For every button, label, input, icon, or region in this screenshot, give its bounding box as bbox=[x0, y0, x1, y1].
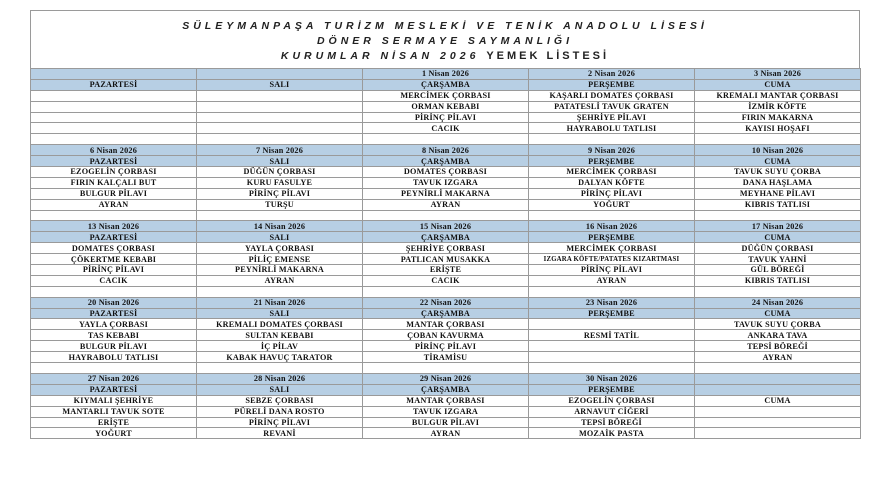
menu-row-cell: MANTARLI TAVUK SOTE bbox=[31, 406, 197, 417]
date-row-cell: 22 Nisan 2026 bbox=[363, 297, 529, 308]
menu-row bbox=[31, 112, 861, 123]
spacer-row bbox=[31, 363, 861, 374]
day-name-row-cell: CUMA bbox=[695, 156, 861, 167]
menu-row-cell: KIBRIS TATLISI bbox=[695, 275, 861, 286]
menu-row-cell: DOMATES ÇORBASI bbox=[363, 167, 529, 178]
menu-row-cell: ŞEHRİYE PİLAVI bbox=[529, 112, 695, 123]
spacer-row-cell bbox=[197, 134, 363, 145]
menu-row-cell bbox=[197, 112, 363, 123]
menu-row bbox=[31, 275, 861, 286]
menu-row-cell: PEYNİRLİ MAKARNA bbox=[197, 265, 363, 276]
day-name-row-cell: ÇARŞAMBA bbox=[363, 156, 529, 167]
menu-row-cell: TAVUK SUYU ÇORBA bbox=[695, 319, 861, 330]
menu-row-cell: ÇOBAN KAVURMA bbox=[363, 330, 529, 341]
spacer-row-cell bbox=[197, 363, 363, 374]
menu-row-cell: MERCİMEK ÇORBASI bbox=[529, 243, 695, 254]
menu-row-cell: TAVUK IZGARA bbox=[363, 177, 529, 188]
menu-row-cell: ŞEHRİYE ÇORBASI bbox=[363, 243, 529, 254]
menu-row-cell: PEYNİRLİ MAKARNA bbox=[363, 188, 529, 199]
date-row-cell: 2 Nisan 2026 bbox=[529, 69, 695, 80]
date-row-cell: 15 Nisan 2026 bbox=[363, 221, 529, 232]
day-name-row-cell: PAZARTESİ bbox=[31, 156, 197, 167]
menu-row-cell: MANTAR ÇORBASI bbox=[363, 395, 529, 406]
menu-row-cell: KAYISI HOŞAFI bbox=[695, 123, 861, 134]
document-header bbox=[30, 10, 860, 68]
menu-row-cell: PÜRELİ DANA ROSTO bbox=[197, 406, 363, 417]
day-name-row-cell: PERŞEMBE bbox=[529, 384, 695, 395]
menu-row bbox=[31, 101, 861, 112]
menu-row-cell: SEBZE ÇORBASI bbox=[197, 395, 363, 406]
menu-row-cell: ERİŞTE bbox=[363, 265, 529, 276]
menu-row-cell bbox=[529, 352, 695, 363]
day-name-row-cell: PAZARTESİ bbox=[31, 79, 197, 90]
menu-row-cell: YOĞURT bbox=[529, 199, 695, 210]
menu-row bbox=[31, 177, 861, 188]
menu-row-cell: KIYMALI ŞEHRİYE bbox=[31, 395, 197, 406]
menu-row-cell bbox=[197, 101, 363, 112]
menu-row-cell: TURŞU bbox=[197, 199, 363, 210]
date-row-cell bbox=[695, 373, 861, 384]
menu-row-cell: IZGARA KÖFTE/PATATES KIZARTMASI bbox=[529, 254, 695, 265]
spacer-row-cell bbox=[529, 286, 695, 297]
date-row bbox=[31, 145, 861, 156]
menu-row bbox=[31, 123, 861, 134]
spacer-row bbox=[31, 134, 861, 145]
day-name-row-cell: PERŞEMBE bbox=[529, 156, 695, 167]
menu-row-cell: PİRİNÇ PİLAVI bbox=[363, 112, 529, 123]
day-name-row-cell: CUMA bbox=[695, 308, 861, 319]
menu-row bbox=[31, 199, 861, 210]
menu-row-cell: CUMA bbox=[695, 395, 861, 406]
date-row-cell: 3 Nisan 2026 bbox=[695, 69, 861, 80]
menu-row-cell bbox=[31, 90, 197, 101]
date-row-cell: 23 Nisan 2026 bbox=[529, 297, 695, 308]
day-name-row-cell: SALI bbox=[197, 232, 363, 243]
menu-row-cell: MERCİMEK ÇORBASI bbox=[529, 167, 695, 178]
spacer-row-cell bbox=[529, 363, 695, 374]
menu-row-cell: DÜĞÜN ÇORBASI bbox=[197, 167, 363, 178]
menu-row-cell: AYRAN bbox=[529, 275, 695, 286]
menu-row-cell: BULGUR PİLAVI bbox=[363, 417, 529, 428]
menu-row-cell: HAYRABOLU TATLISI bbox=[529, 123, 695, 134]
menu-row bbox=[31, 254, 861, 265]
menu-row bbox=[31, 188, 861, 199]
menu-row-cell: PİRİNÇ PİLAVI bbox=[529, 188, 695, 199]
menu-row bbox=[31, 395, 861, 406]
menu-row-cell bbox=[31, 112, 197, 123]
day-name-row-cell: SALI bbox=[197, 384, 363, 395]
date-row-cell: 27 Nisan 2026 bbox=[31, 373, 197, 384]
menu-row-cell: CACIK bbox=[363, 123, 529, 134]
menu-row bbox=[31, 265, 861, 276]
menu-row-cell: EZOGELİN ÇORBASI bbox=[31, 167, 197, 178]
title-period: KURUMLAR NİSAN 2026 bbox=[280, 50, 480, 62]
menu-row-cell: TİRAMİSU bbox=[363, 352, 529, 363]
date-row-cell: 1 Nisan 2026 bbox=[363, 69, 529, 80]
date-row bbox=[31, 69, 861, 80]
menu-row-cell: KREMALI DOMATES ÇORBASI bbox=[197, 319, 363, 330]
spacer-row-cell bbox=[363, 210, 529, 221]
menu-row-cell: EZOGELİN ÇORBASI bbox=[529, 395, 695, 406]
menu-row-cell: ERİŞTE bbox=[31, 417, 197, 428]
menu-row bbox=[31, 243, 861, 254]
menu-row-cell: TEPSİ BÖREĞİ bbox=[695, 341, 861, 352]
spacer-row-cell bbox=[695, 210, 861, 221]
menu-row-cell bbox=[529, 341, 695, 352]
menu-row-cell: CACIK bbox=[363, 275, 529, 286]
menu-row-cell: YAYLA ÇORBASI bbox=[197, 243, 363, 254]
date-row-cell bbox=[31, 69, 197, 80]
menu-row-cell bbox=[197, 90, 363, 101]
spacer-row-cell bbox=[529, 134, 695, 145]
menu-row-cell bbox=[31, 101, 197, 112]
menu-table bbox=[30, 68, 861, 439]
menu-row-cell: MEYHANE PİLAVI bbox=[695, 188, 861, 199]
menu-row-cell bbox=[695, 417, 861, 428]
day-name-row-cell: CUMA bbox=[695, 232, 861, 243]
spacer-row-cell bbox=[31, 286, 197, 297]
menu-row-cell: FIRIN MAKARNA bbox=[695, 112, 861, 123]
spacer-row-cell bbox=[695, 134, 861, 145]
date-row-cell: 16 Nisan 2026 bbox=[529, 221, 695, 232]
day-name-row-cell: ÇARŞAMBA bbox=[363, 232, 529, 243]
menu-row-cell: KABAK HAVUÇ TARATOR bbox=[197, 352, 363, 363]
day-name-row bbox=[31, 384, 861, 395]
date-row-cell: 17 Nisan 2026 bbox=[695, 221, 861, 232]
menu-row-cell: PİRİNÇ PİLAVI bbox=[197, 188, 363, 199]
day-name-row bbox=[31, 232, 861, 243]
day-name-row-cell: PAZARTESİ bbox=[31, 384, 197, 395]
menu-row-cell: ORMAN KEBABI bbox=[363, 101, 529, 112]
menu-row-cell bbox=[31, 123, 197, 134]
menu-row-cell: KURU FASULYE bbox=[197, 177, 363, 188]
menu-row-cell: YOĞURT bbox=[31, 428, 197, 439]
date-row-cell: 10 Nisan 2026 bbox=[695, 145, 861, 156]
menu-row-cell: TAVUK SUYU ÇORBA bbox=[695, 167, 861, 178]
menu-row bbox=[31, 406, 861, 417]
date-row-cell: 8 Nisan 2026 bbox=[363, 145, 529, 156]
menu-row-cell: PİRİNÇ PİLAVI bbox=[31, 265, 197, 276]
day-name-row-cell: SALI bbox=[197, 156, 363, 167]
menu-row-cell bbox=[197, 123, 363, 134]
menu-row-cell: PİRİNÇ PİLAVI bbox=[197, 417, 363, 428]
day-name-row-cell: PERŞEMBE bbox=[529, 308, 695, 319]
menu-row-cell: PİLİÇ EMENSE bbox=[197, 254, 363, 265]
menu-row-cell: TAVUK IZGARA bbox=[363, 406, 529, 417]
spacer-row-cell bbox=[363, 134, 529, 145]
spacer-row-cell bbox=[695, 286, 861, 297]
menu-row-cell: TAVUK YAHNİ bbox=[695, 254, 861, 265]
menu-table-container bbox=[30, 68, 860, 476]
menu-row-cell: KAŞARLI DOMATES ÇORBASI bbox=[529, 90, 695, 101]
menu-row bbox=[31, 90, 861, 101]
day-name-row-cell bbox=[695, 384, 861, 395]
menu-row bbox=[31, 330, 861, 341]
date-row-cell: 24 Nisan 2026 bbox=[695, 297, 861, 308]
menu-row-cell: PİRİNÇ PİLAVI bbox=[529, 265, 695, 276]
menu-row-cell: DÜĞÜN ÇORBASI bbox=[695, 243, 861, 254]
day-name-row-cell: PAZARTESİ bbox=[31, 308, 197, 319]
menu-row-cell: GÜL BÖREĞİ bbox=[695, 265, 861, 276]
menu-row-cell bbox=[695, 406, 861, 417]
menu-row-cell: AYRAN bbox=[695, 352, 861, 363]
menu-row-cell: FIRIN KALÇALI BUT bbox=[31, 177, 197, 188]
date-row-cell bbox=[197, 69, 363, 80]
day-name-row bbox=[31, 156, 861, 167]
day-name-row-cell: ÇARŞAMBA bbox=[363, 384, 529, 395]
menu-row-cell: AYRAN bbox=[363, 428, 529, 439]
date-row-cell: 14 Nisan 2026 bbox=[197, 221, 363, 232]
menu-row-cell: RESMİ TATİL bbox=[529, 330, 695, 341]
day-name-row bbox=[31, 79, 861, 90]
date-row-cell: 21 Nisan 2026 bbox=[197, 297, 363, 308]
menu-row bbox=[31, 319, 861, 330]
menu-row-cell: KREMALI MANTAR ÇORBASI bbox=[695, 90, 861, 101]
menu-row-cell: PATLICAN MUSAKKA bbox=[363, 254, 529, 265]
day-name-row-cell: SALI bbox=[197, 308, 363, 319]
menu-row-cell: MERCİMEK ÇORBASI bbox=[363, 90, 529, 101]
date-row-cell: 29 Nisan 2026 bbox=[363, 373, 529, 384]
date-row-cell: 28 Nisan 2026 bbox=[197, 373, 363, 384]
menu-row-cell: AYRAN bbox=[31, 199, 197, 210]
day-name-row-cell: ÇARŞAMBA bbox=[363, 308, 529, 319]
spacer-row bbox=[31, 210, 861, 221]
menu-row-cell: TAS KEBABI bbox=[31, 330, 197, 341]
menu-row-cell: CACIK bbox=[31, 275, 197, 286]
spacer-row-cell bbox=[31, 134, 197, 145]
menu-row bbox=[31, 341, 861, 352]
spacer-row-cell bbox=[31, 363, 197, 374]
menu-row-cell: DOMATES ÇORBASI bbox=[31, 243, 197, 254]
menu-row-cell: İZMİR KÖFTE bbox=[695, 101, 861, 112]
menu-row-cell bbox=[529, 319, 695, 330]
date-row-cell: 20 Nisan 2026 bbox=[31, 297, 197, 308]
menu-row-cell: AYRAN bbox=[197, 275, 363, 286]
spacer-row-cell bbox=[529, 210, 695, 221]
spacer-row-cell bbox=[363, 363, 529, 374]
document-title bbox=[31, 49, 859, 64]
menu-row bbox=[31, 167, 861, 178]
menu-row-cell: DANA HAŞLAMA bbox=[695, 177, 861, 188]
day-name-row-cell: SALI bbox=[197, 79, 363, 90]
spacer-row bbox=[31, 286, 861, 297]
date-row-cell: 9 Nisan 2026 bbox=[529, 145, 695, 156]
menu-row-cell: REVANİ bbox=[197, 428, 363, 439]
date-row-cell: 30 Nisan 2026 bbox=[529, 373, 695, 384]
menu-row-cell: AYRAN bbox=[363, 199, 529, 210]
menu-row-cell: BULGUR PİLAVI bbox=[31, 188, 197, 199]
menu-row-cell: İÇ PİLAV bbox=[197, 341, 363, 352]
spacer-row-cell bbox=[31, 210, 197, 221]
day-name-row-cell: PERŞEMBE bbox=[529, 232, 695, 243]
menu-row-cell: MANTAR ÇORBASI bbox=[363, 319, 529, 330]
spacer-row-cell bbox=[363, 286, 529, 297]
spacer-row-cell bbox=[695, 363, 861, 374]
menu-row-cell bbox=[695, 428, 861, 439]
menu-row bbox=[31, 417, 861, 428]
spacer-row-cell bbox=[197, 210, 363, 221]
date-row-cell: 13 Nisan 2026 bbox=[31, 221, 197, 232]
menu-row-cell: ÇÖKERTME KEBABI bbox=[31, 254, 197, 265]
spacer-row-cell bbox=[197, 286, 363, 297]
menu-row-cell: YAYLA ÇORBASI bbox=[31, 319, 197, 330]
menu-row-cell: ARNAVUT CİĞERİ bbox=[529, 406, 695, 417]
department-name: DÖNER SERMAYE SAYMANLIĞI bbox=[316, 35, 574, 47]
menu-row-cell: MOZAİK PASTA bbox=[529, 428, 695, 439]
day-name-row-cell: PAZARTESİ bbox=[31, 232, 197, 243]
day-name-row-cell: PERŞEMBE bbox=[529, 79, 695, 90]
menu-row-cell: HAYRABOLU TATLISI bbox=[31, 352, 197, 363]
date-row bbox=[31, 221, 861, 232]
school-name: SÜLEYMANPAŞA TURİZM MESLEKİ VE TENİK ANADOLU LİSESİ bbox=[182, 20, 708, 32]
day-name-row bbox=[31, 308, 861, 319]
date-row bbox=[31, 297, 861, 308]
menu-row-cell: TEPSİ BÖREĞİ bbox=[529, 417, 695, 428]
menu-row-cell: PİRİNÇ PİLAVI bbox=[363, 341, 529, 352]
menu-row-cell: BULGUR PİLAVI bbox=[31, 341, 197, 352]
date-row bbox=[31, 373, 861, 384]
menu-row bbox=[31, 352, 861, 363]
menu-row-cell: DALYAN KÖFTE bbox=[529, 177, 695, 188]
title-list: YEMEK LİSTESİ bbox=[486, 50, 610, 62]
menu-row-cell: KIBRIS TATLISI bbox=[695, 199, 861, 210]
menu-row-cell: ANKARA TAVA bbox=[695, 330, 861, 341]
date-row-cell: 7 Nisan 2026 bbox=[197, 145, 363, 156]
menu-row bbox=[31, 428, 861, 439]
menu-row-cell: SULTAN KEBABI bbox=[197, 330, 363, 341]
date-row-cell: 6 Nisan 2026 bbox=[31, 145, 197, 156]
day-name-row-cell: ÇARŞAMBA bbox=[363, 79, 529, 90]
day-name-row-cell: CUMA bbox=[695, 79, 861, 90]
menu-row-cell: PATATESLİ TAVUK GRATEN bbox=[529, 101, 695, 112]
